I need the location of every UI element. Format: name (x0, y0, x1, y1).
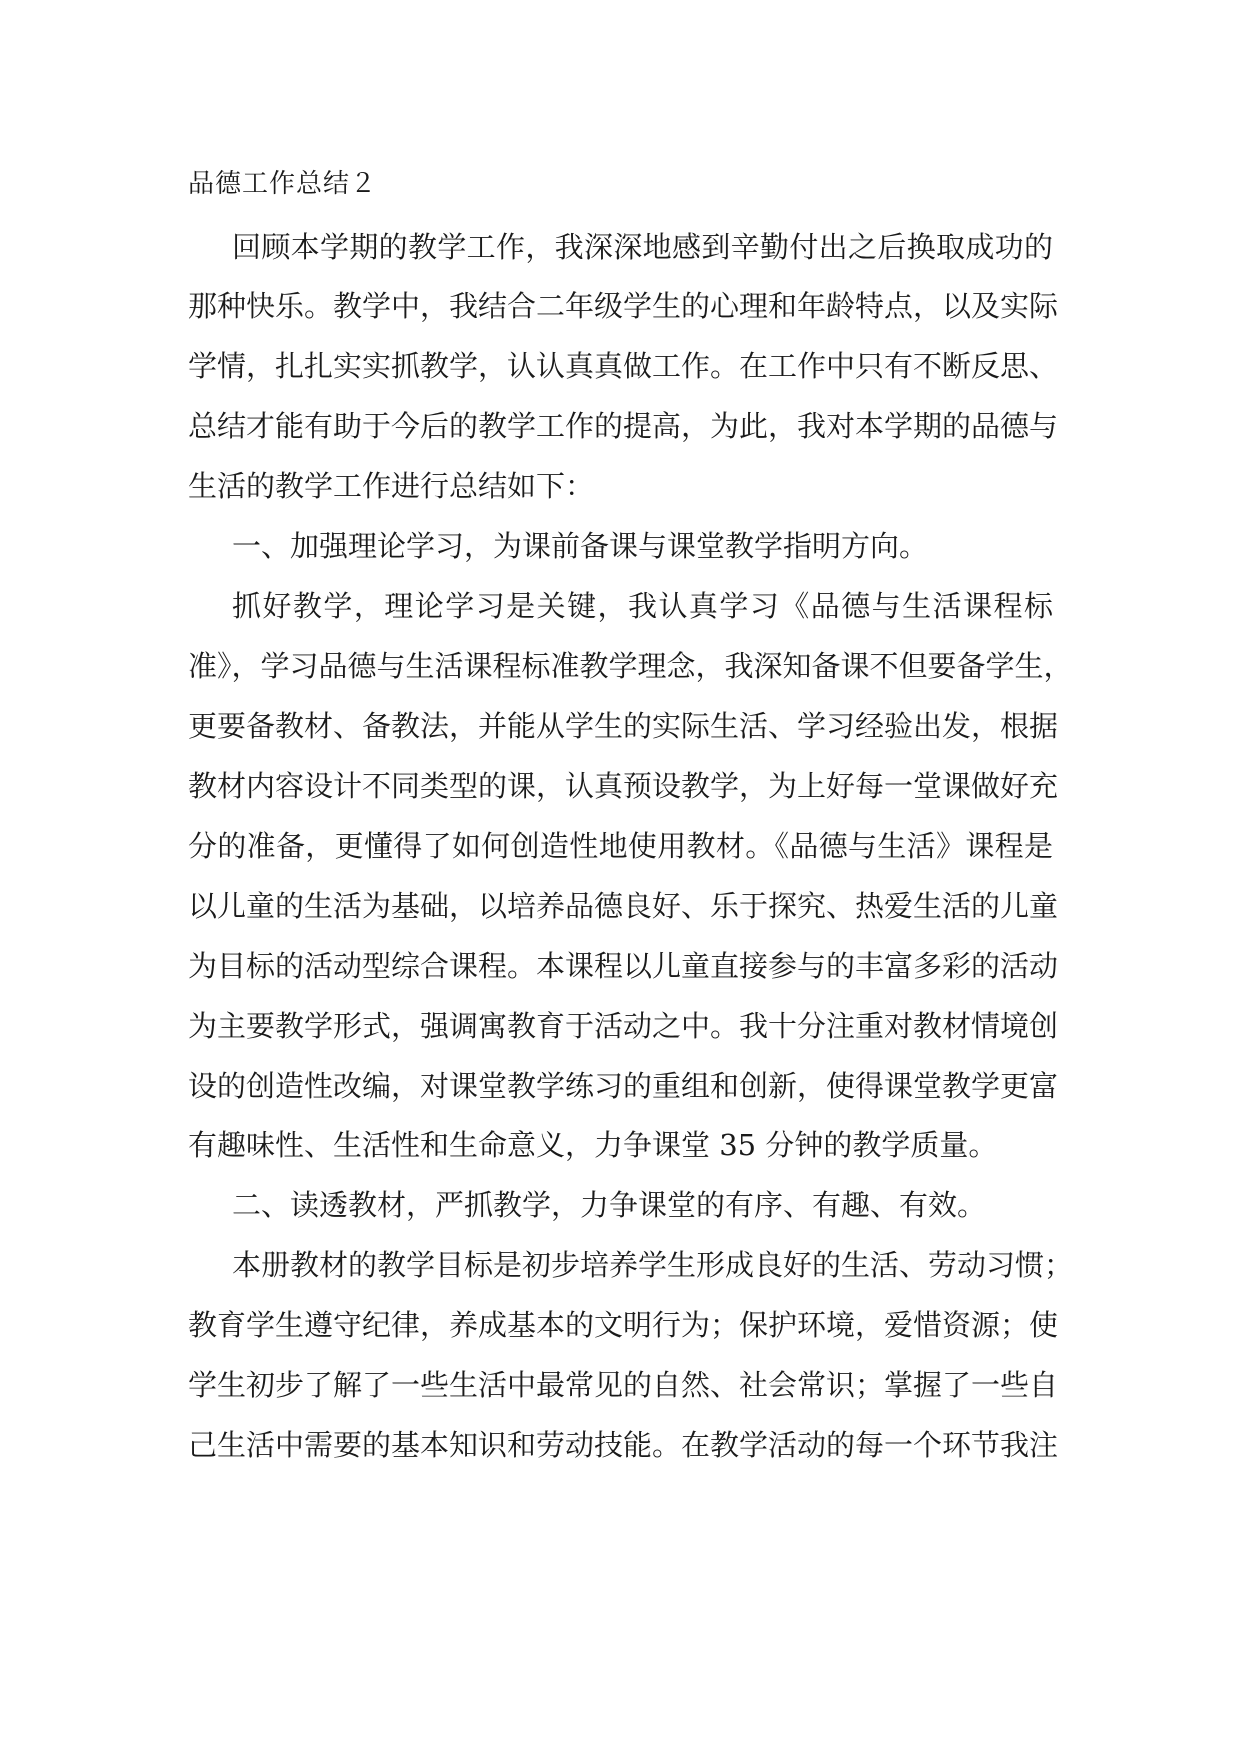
paragraph-line: 总结才能有助于今后的教学工作的提高，为此，我对本学期的品德与 (188, 409, 1059, 443)
paragraph-line: 分的准备，更懂得了如何创造性地使用教材。《品德与生活》课程是 (188, 829, 1053, 863)
paragraph-line: 以儿童的生活为基础，以培养品德良好、乐于探究、热爱生活的儿童 (188, 889, 1059, 923)
paragraph-line: 抓好教学，理论学习是关键，我认真学习《品德与生活课程标 (232, 589, 1053, 623)
document-title: 品德工作总结２ (188, 169, 378, 199)
paragraph-line: 学情，扎扎实实抓教学，认认真真做工作。在工作中只有不断反思、 (188, 349, 1059, 383)
paragraph-line: 己生活中需要的基本知识和劳动技能。在教学活动的每一个环节我注 (188, 1428, 1059, 1462)
paragraph-line: 设的创造性改编，对课堂教学练习的重组和创新，使得课堂教学更富 (188, 1069, 1059, 1103)
paragraph-line: 更要备教材、备教法，并能从学生的实际生活、学习经验出发，根据 (188, 709, 1059, 743)
paragraph-line: 有趣味性、生活性和生命意义，力争课堂 35 分钟的教学质量。 (188, 1128, 998, 1162)
paragraph-line: 本册教材的教学目标是初步培养学生形成良好的生活、劳动习惯； (232, 1248, 1074, 1282)
paragraph-line: 为主要教学形式，强调寓教育于活动之中。我十分注重对教材情境创 (188, 1009, 1059, 1043)
paragraph-line: 回顾本学期的教学工作，我深深地感到辛勤付出之后换取成功的 (232, 230, 1053, 264)
paragraph-line: 生活的教学工作进行总结如下： (188, 469, 595, 503)
section-heading: 一、加强理论学习，为课前备课与课堂教学指明方向。 (232, 529, 929, 563)
paragraph-line: 教育学生遵守纪律，养成基本的文明行为；保护环境，爱惜资源；使 (188, 1308, 1059, 1342)
paragraph-line: 准》，学习品德与生活课程标准教学理念，我深知备课不但要备学生， (188, 649, 1073, 683)
paragraph-line: 为目标的活动型综合课程。本课程以儿童直接参与的丰富多彩的活动 (188, 949, 1059, 983)
paragraph-line: 教材内容设计不同类型的课，认真预设教学，为上好每一堂课做好充 (188, 769, 1059, 803)
section-heading: 二、读透教材，严抓教学，力争课堂的有序、有趣、有效。 (232, 1188, 987, 1222)
paragraph-line: 学生初步了解了一些生活中最常见的自然、社会常识；掌握了一些自 (188, 1368, 1059, 1402)
paragraph-line: 那种快乐。教学中，我结合二年级学生的心理和年龄特点，以及实际 (188, 289, 1059, 323)
